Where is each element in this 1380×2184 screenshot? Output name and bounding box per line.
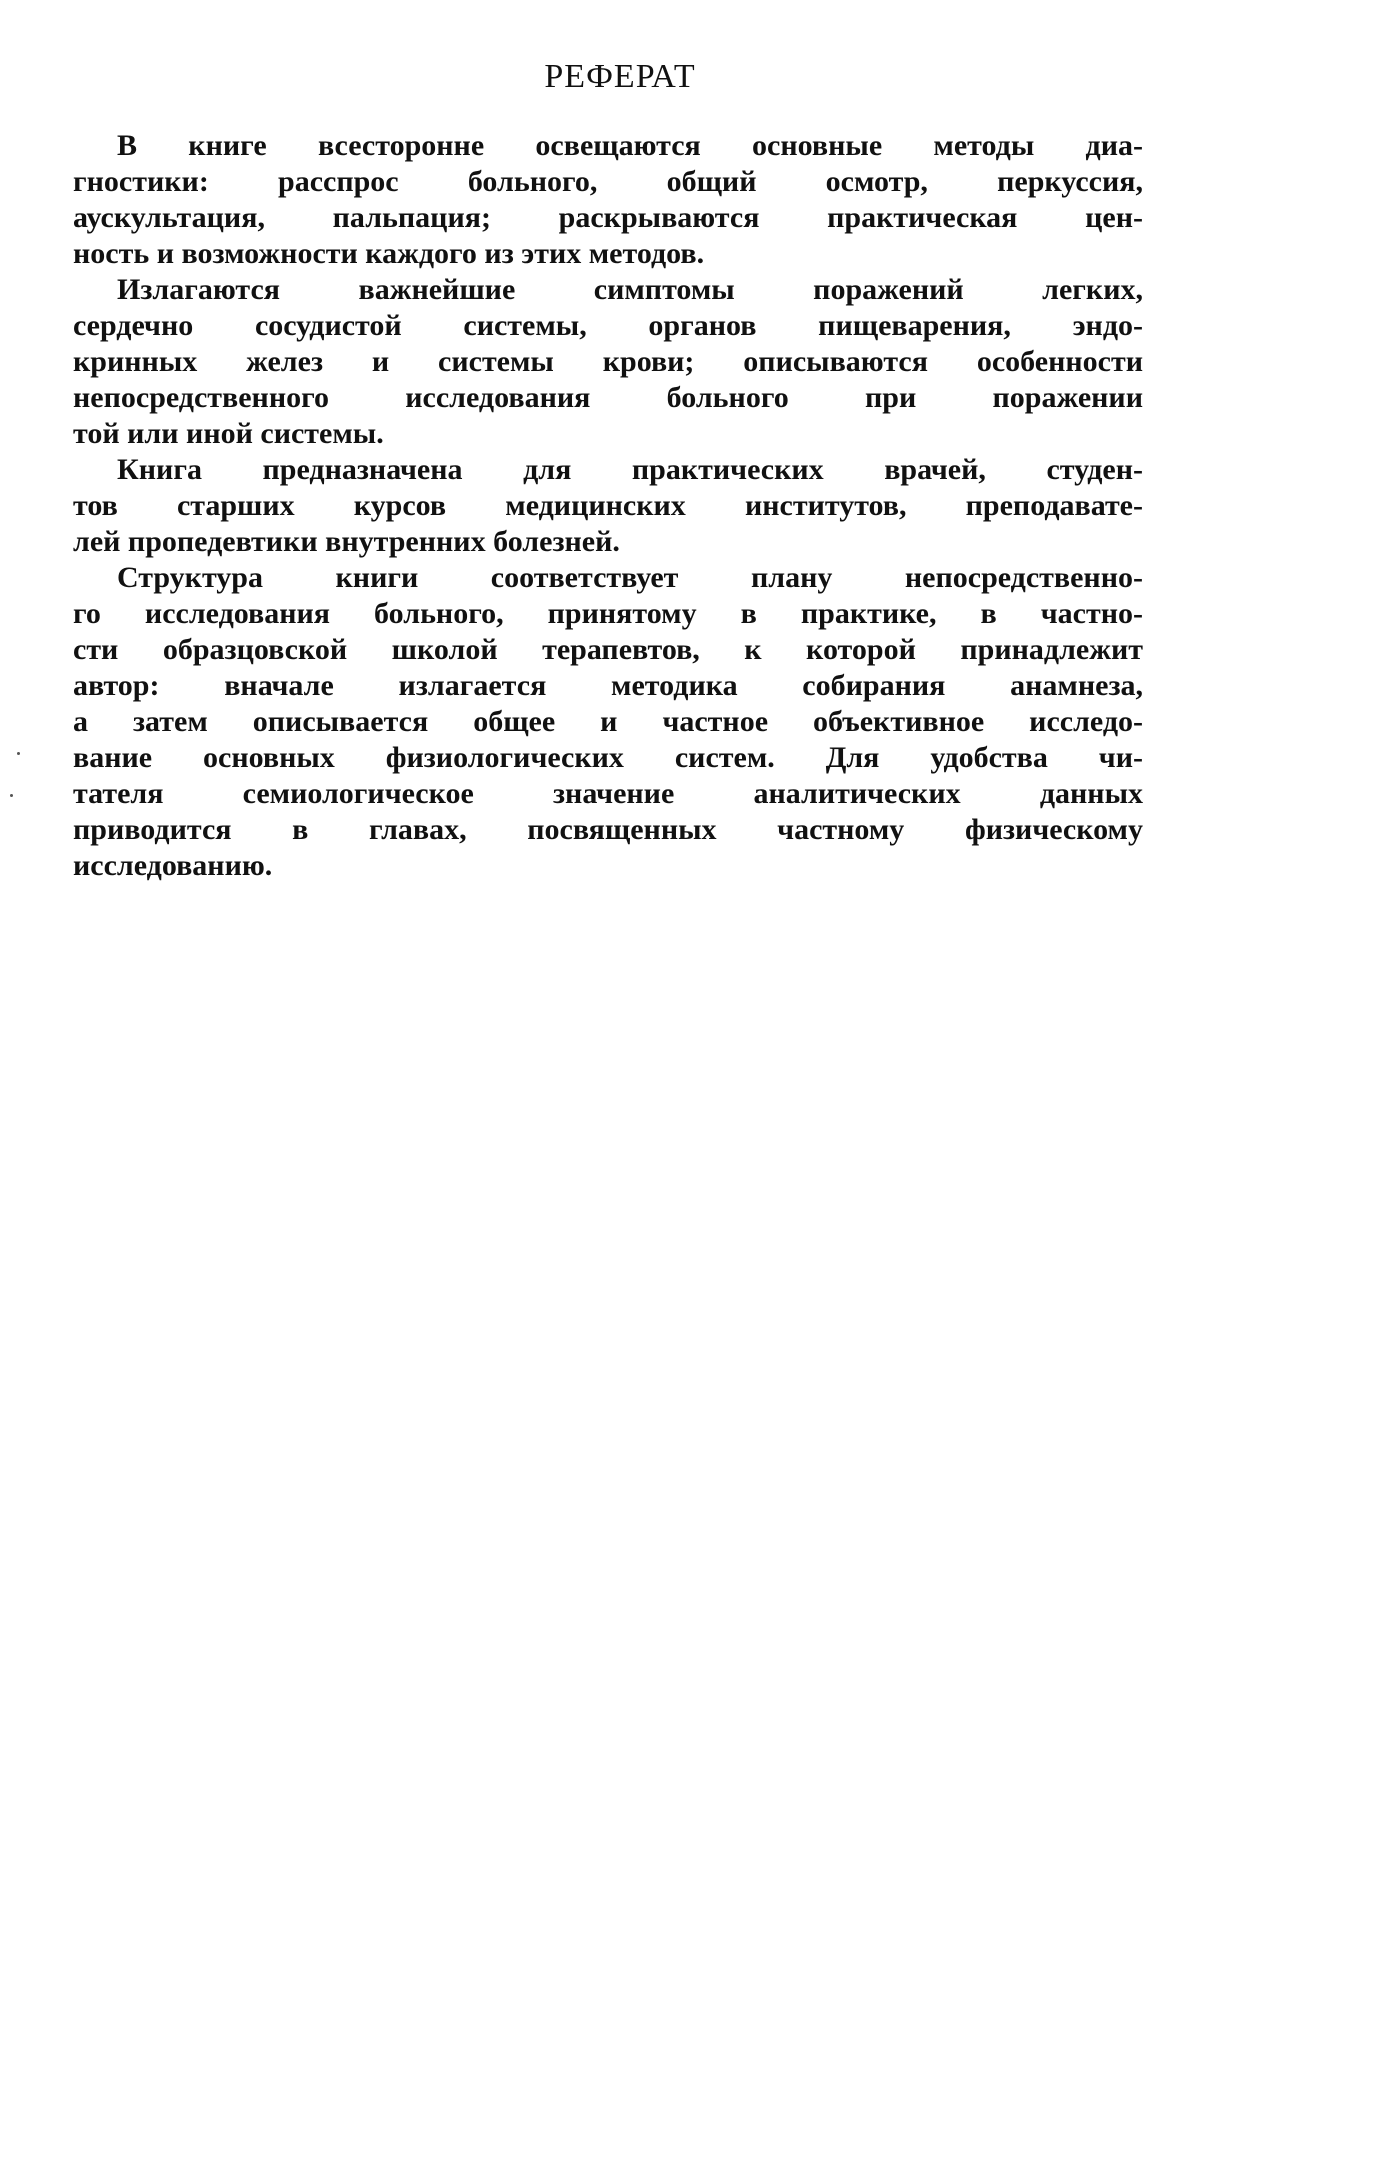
text-line: автор: вначале излагается методика собирания анамнеза, bbox=[73, 669, 1143, 702]
scan-speck bbox=[10, 794, 13, 797]
paragraph-4 bbox=[73, 560, 1143, 884]
text-line: сти образцовской школой терапевтов, к которой принадлежит bbox=[73, 633, 1143, 666]
text-line: вание основных физиологических систем. Для удобства чи- bbox=[73, 741, 1143, 774]
text-line: Структура книги соответствует плану непосредственно- bbox=[117, 561, 1143, 594]
scan-speck bbox=[17, 752, 20, 755]
text-line: гностики: расспрос больного, общий осмотр, перкуссия, bbox=[73, 165, 1143, 198]
text-line: Излагаются важнейшие симптомы поражений легких, bbox=[117, 273, 1143, 306]
text-line: непосредственного исследования больного при поражении bbox=[73, 381, 1143, 414]
text-line: го исследования больного, принятому в практике, в частно- bbox=[73, 597, 1143, 630]
text-line: а затем описывается общее и частное объективное исследо- bbox=[73, 705, 1143, 738]
paragraph-2 bbox=[73, 272, 1143, 452]
text-line: той или иной системы. bbox=[73, 417, 384, 450]
abstract-body bbox=[73, 128, 1143, 884]
text-line: кринных желез и системы крови; описываются особенности bbox=[73, 345, 1143, 378]
paragraph-3 bbox=[73, 452, 1143, 560]
text-line: лей пропедевтики внутренних болезней. bbox=[73, 525, 620, 558]
text-line: ность и возможности каждого из этих методов. bbox=[73, 237, 705, 270]
text-line: тов старших курсов медицинских институтов, преподавате- bbox=[73, 489, 1143, 522]
text-line: тателя семиологическое значение аналитических данных bbox=[73, 777, 1143, 810]
page-title: РЕФЕРАТ bbox=[544, 58, 696, 95]
text-line: аускультация, пальпация; раскрываются практическая цен- bbox=[73, 201, 1143, 234]
paragraph-1 bbox=[73, 128, 1143, 272]
text-line: Книга предназначена для практических врачей, студен- bbox=[117, 453, 1143, 486]
text-line: исследованию. bbox=[73, 849, 273, 882]
text-line: В книге всесторонне освещаются основные методы диа- bbox=[117, 129, 1143, 162]
text-line: приводится в главах, посвященных частному физическому bbox=[73, 813, 1143, 846]
text-line: сердечно сосудистой системы, органов пищеварения, эндо- bbox=[73, 309, 1143, 342]
